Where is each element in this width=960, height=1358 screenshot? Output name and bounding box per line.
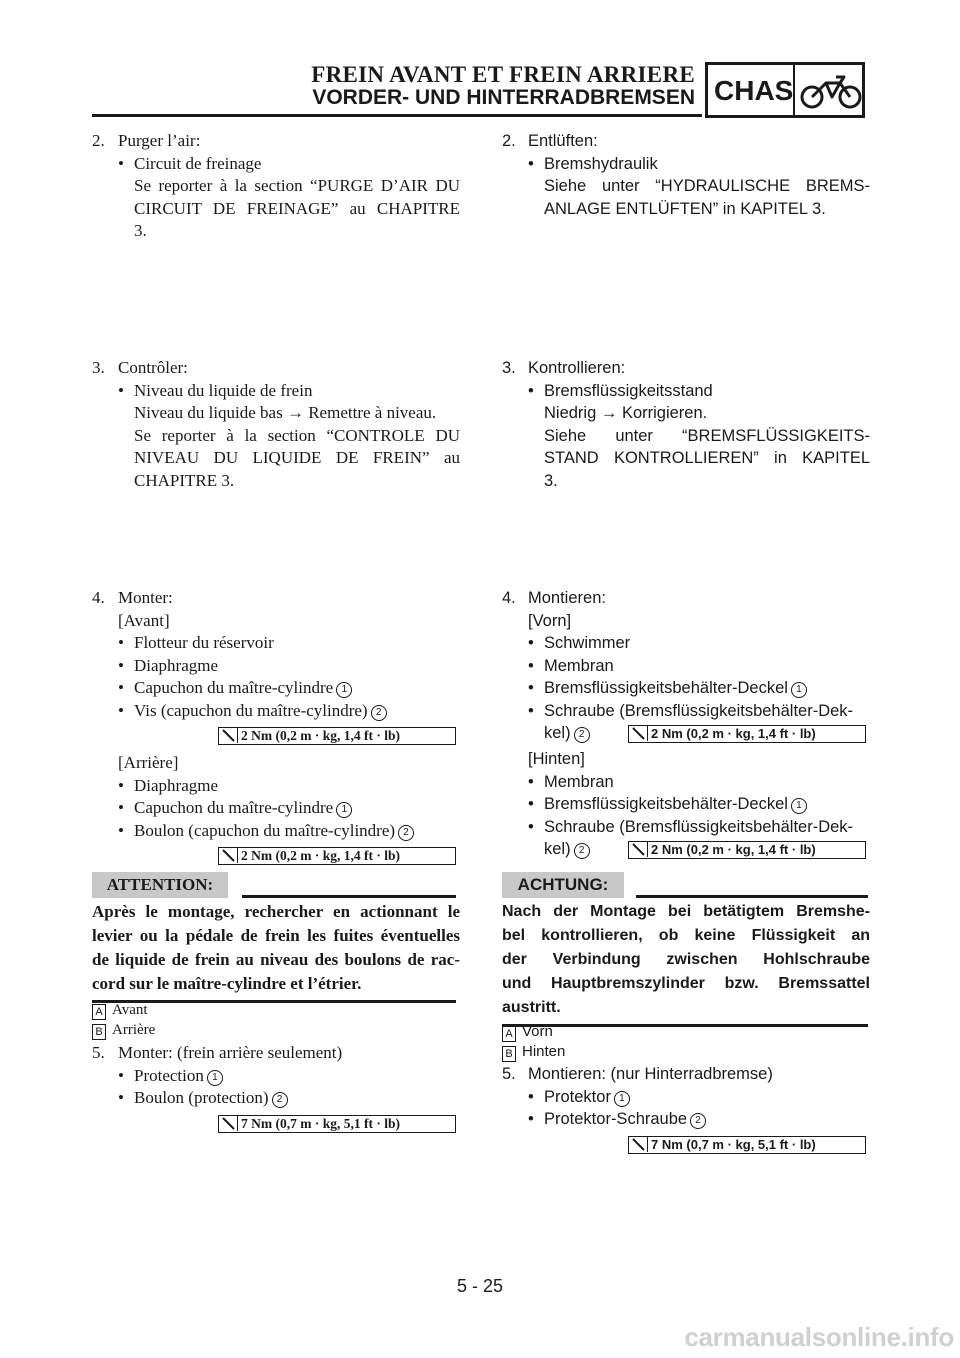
list-item: Protektor-Schraube (544, 1110, 688, 1128)
fr-step-5 (92, 1042, 460, 1140)
bullet: • (528, 795, 534, 813)
step-title: Entlüften: (528, 132, 598, 150)
warning-line: de liquide de frein au niveau des boulons de rac- (92, 950, 460, 969)
list-item: Bremshydraulik (544, 154, 658, 173)
bullet: • (118, 633, 124, 652)
bullet: • (528, 381, 534, 400)
bullet: • (118, 1065, 124, 1085)
callout-1: 1 (791, 798, 807, 814)
torque-spec (218, 1115, 456, 1133)
page-number: 5 - 25 (456, 1276, 504, 1296)
header-title-de: VORDER- UND HINTERRADBREMSEN (312, 86, 695, 109)
attention-label: ATTENTION: (92, 872, 228, 898)
text-line: Siehe unter “HYDRAULISCHE BREMS- (544, 177, 870, 195)
legend-key-a: A (92, 1004, 106, 1020)
list-item: Niveau du liquide de frein (134, 380, 313, 400)
bullet: • (528, 1110, 534, 1128)
step-number: 3. (502, 359, 516, 377)
legend (92, 1000, 460, 1040)
legend-text: Avant (112, 1002, 148, 1018)
callout-2: 2 (690, 1113, 706, 1129)
attention-block (92, 900, 460, 1003)
torque-spec (628, 841, 866, 859)
attention-header (502, 872, 870, 898)
warning-line: der Verbindung zwischen Hohlschraube (502, 951, 870, 968)
text-line: Niveau du liquide bas → Remettre à niveau. (134, 403, 437, 422)
text-line: NIVEAU DU LIQUIDE DE FREIN” au (134, 448, 460, 467)
step-title: Contrôler: (118, 358, 188, 377)
list-item: Capuchon du maître-cylindre (134, 678, 334, 697)
wrench-icon (629, 726, 648, 741)
section-badge-label: CHAS (714, 75, 794, 106)
attention-rule (636, 895, 868, 898)
bullet: • (528, 701, 534, 720)
step-number: 2. (92, 131, 105, 150)
wrench-icon (219, 728, 238, 743)
list-item: Bremsflüssigkeitsbehälter-Deckel (544, 679, 788, 697)
list-item: Diaphragme (134, 655, 219, 675)
step-title: Montieren: (nur Hinterradbremse) (528, 1065, 773, 1083)
step-number: 4. (502, 589, 516, 607)
page-header (0, 0, 960, 130)
list-item: Schraube (Bremsflüssigkeitsbehälter-Dek- (544, 701, 854, 720)
step-title: Kontrollieren: (528, 359, 626, 377)
list-item: Flotteur du réservoir (134, 633, 274, 652)
text-line: STAND KONTROLLIEREN” in KAPITEL (544, 449, 870, 467)
section-badge (705, 62, 865, 118)
callout-2: 2 (574, 727, 590, 743)
bullet: • (528, 656, 534, 675)
callout-1: 1 (791, 682, 807, 698)
legend-text: Hinten (522, 1043, 566, 1060)
fr-step-3 (92, 357, 460, 492)
callout-2: 2 (398, 825, 414, 841)
torque-value: 7 Nm (0,7 m · kg, 5,1 ft · lb) (651, 1136, 816, 1152)
fr-step-2 (92, 130, 460, 243)
bullet: • (118, 153, 124, 173)
bullet: • (118, 798, 124, 817)
warning-line: austritt. (502, 999, 561, 1016)
wrench-icon (629, 842, 648, 857)
attention-label: ACHTUNG: (502, 872, 624, 898)
list-item: Membran (544, 656, 614, 675)
bullet: • (118, 775, 124, 795)
wrench-icon (629, 1137, 648, 1152)
fr-step-4 (92, 587, 460, 872)
bullet: • (528, 817, 534, 836)
bullet: • (528, 772, 534, 791)
callout-1: 1 (614, 1091, 630, 1107)
text-line: Se reporter à la section “CONTROLE DU (134, 425, 460, 445)
warning-line: und Hauptbremszylinder bzw. Bremssattel (502, 975, 870, 992)
de-step-4 (502, 587, 870, 864)
text-line: Siehe unter “BREMSFLÜSSIGKEITS- (544, 426, 870, 445)
torque-value: 2 Nm (0,2 m · kg, 1,4 ft · lb) (651, 842, 816, 857)
text-line: ANLAGE ENTLÜFTEN” in KAPITEL 3. (544, 199, 826, 218)
bullet: • (528, 634, 534, 652)
bullet: • (528, 154, 534, 173)
torque-spec (628, 1136, 866, 1154)
bullet: • (118, 700, 124, 720)
attention-header (92, 872, 460, 898)
list-item: Boulon (capuchon du maître-cylindre) (134, 820, 396, 840)
list-item: Protektor (544, 1087, 611, 1106)
bullet: • (118, 820, 124, 840)
header-title-fr: FREIN AVANT ET FREIN ARRIERE (311, 62, 695, 87)
bullet: • (528, 679, 534, 697)
callout-1: 1 (336, 802, 352, 818)
step-number: 5. (92, 1043, 105, 1062)
list-item: Boulon (protection) (134, 1088, 269, 1107)
list-item: Bremsflüssigkeitsbehälter-Deckel (544, 795, 788, 813)
legend-key-b: B (92, 1024, 106, 1040)
watermark: carmanualsonline.info (684, 1322, 954, 1352)
step-number: 2. (502, 132, 516, 150)
step-title: Monter: (frein arrière seulement) (118, 1043, 343, 1062)
step-number: 3. (92, 358, 105, 377)
list-item: Vis (capuchon du maître-cylindre) (134, 700, 368, 720)
text-line: 3. (544, 471, 558, 490)
step-title: Monter: (118, 588, 173, 607)
attention-rule (242, 895, 456, 898)
header-rule (92, 114, 702, 117)
legend-key-a: A (502, 1026, 516, 1042)
list-item: kel) (544, 840, 571, 858)
callout-2: 2 (272, 1092, 288, 1108)
subsection-label: [Hinten] (528, 750, 585, 768)
list-item: Circuit de freinage (134, 153, 262, 173)
torque-value: 7 Nm (0,7 m · kg, 5,1 ft · lb) (241, 1115, 400, 1131)
warning-line: cord sur le maître-cylindre et l’étrier. (92, 974, 362, 993)
torque-spec (218, 847, 456, 865)
de-step-2 (502, 130, 870, 220)
legend-text: Arrière (112, 1022, 156, 1038)
warning-line: levier ou la pédale de frein les fuites éventuelles (92, 926, 460, 945)
list-item: Diaphragme (134, 775, 219, 795)
section-badge-divider (793, 65, 795, 115)
bullet: • (118, 1088, 124, 1107)
torque-value: 2 Nm (0,2 m · kg, 1,4 ft · lb) (651, 726, 816, 741)
subsection-label: [Vorn] (528, 611, 572, 630)
text-line: CIRCUIT DE FREINAGE” au CHAPITRE (134, 198, 460, 218)
attention-block (502, 900, 870, 1027)
bullet: • (528, 1087, 534, 1106)
callout-2: 2 (371, 705, 387, 721)
de-step-3 (502, 357, 870, 492)
step-number: 4. (92, 588, 105, 607)
motorcycle-icon (800, 71, 862, 111)
de-step-5 (502, 1063, 870, 1161)
warning-line: Nach der Montage bei betätigtem Bremshe- (502, 903, 870, 920)
list-item: Schwimmer (544, 634, 631, 652)
bullet: • (118, 655, 124, 675)
wrench-icon (219, 1116, 238, 1131)
legend-key-b: B (502, 1046, 516, 1062)
list-item: Protection (134, 1065, 204, 1085)
torque-value: 2 Nm (0,2 m · kg, 1,4 ft · lb) (241, 728, 400, 743)
torque-spec (218, 727, 456, 745)
callout-1: 1 (207, 1070, 223, 1086)
legend (502, 1022, 870, 1062)
callout-2: 2 (574, 843, 590, 859)
list-item: Capuchon du maître-cylindre (134, 798, 334, 817)
text-line: Se reporter à la section “PURGE D’AIR DU (134, 176, 460, 195)
torque-spec (628, 725, 866, 743)
list-item: Membran (544, 772, 614, 791)
list-item: kel) (544, 724, 571, 742)
step-title: Purger l’air: (118, 131, 201, 150)
warning-line: bel kontrollieren, ob keine Flüssigkeit an (502, 927, 870, 944)
warning-line: Après le montage, rechercher en actionnant le (92, 902, 460, 921)
legend-text: Vorn (522, 1023, 553, 1040)
text-line: 3. (134, 221, 147, 240)
text-line: Niedrig → Korrigieren. (544, 404, 708, 422)
list-item: Schraube (Bremsflüssigkeitsbehälter-Dek- (544, 817, 854, 836)
subsection-label: [Avant] (118, 610, 170, 630)
wrench-icon (219, 848, 238, 863)
bullet: • (118, 678, 124, 697)
text-line: CHAPITRE 3. (134, 470, 235, 490)
step-title: Montieren: (528, 589, 606, 607)
bullet: • (118, 380, 124, 400)
torque-value: 2 Nm (0,2 m · kg, 1,4 ft · lb) (241, 848, 400, 863)
list-item: Bremsflüssigkeitsstand (544, 381, 713, 400)
step-number: 5. (502, 1065, 516, 1083)
subsection-label: [Arrière] (118, 753, 179, 772)
callout-1: 1 (336, 682, 352, 698)
